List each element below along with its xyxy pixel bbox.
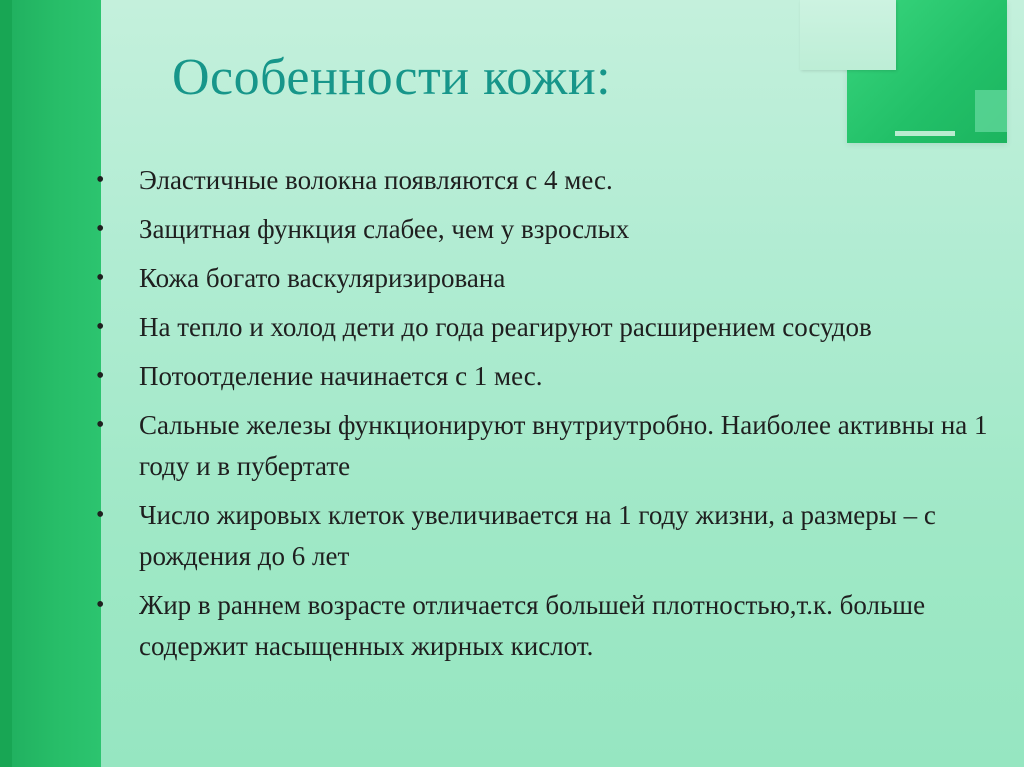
bullet-text: Эластичные волокна появляются с 4 мес. [139,165,613,195]
list-item [96,585,1001,667]
list-item [96,405,1001,487]
bullet-list [96,160,1001,675]
bullet-text: Кожа богато васкуляризирована [139,263,506,293]
left-accent-bar [0,0,101,767]
bullet-text: Потоотделение начинается с 1 мес. [139,361,543,391]
bullet-dot-icon: • [96,502,105,528]
list-item [96,258,1001,299]
bullet-dot-icon: • [96,167,105,193]
slide-title: Особенности кожи: [172,49,612,106]
decoration-small-square [975,90,1007,132]
list-item [96,495,1001,577]
bullet-text: Сальные железы функционируют внутриутробно. Наиболее активны на 1 году и в пубертате [139,410,988,481]
bullet-text: Жир в раннем возрасте отличается большей плотностью,т.к. больше содержит насыщенных жирных кислот. [139,590,926,661]
list-item [96,209,1001,250]
bullet-dot-icon: • [96,216,105,242]
list-item [96,307,1001,348]
bullet-dot-icon: • [96,363,105,389]
bullet-dot-icon: • [96,592,105,618]
bullet-text: Число жировых клеток увеличивается на 1 году жизни, а размеры – с рождения до 6 лет [139,500,936,571]
list-item [96,356,1001,397]
decoration-line [895,131,955,136]
corner-decoration [800,0,1024,150]
left-accent-edge [0,0,12,767]
list-item [96,160,1001,201]
decoration-pale-square [800,0,896,70]
bullet-dot-icon: • [96,265,105,291]
bullet-text: Защитная функция слабее, чем у взрослых [139,214,630,244]
bullet-dot-icon: • [96,314,105,340]
bullet-text: На тепло и холод дети до года реагируют расширением сосудов [139,312,872,342]
bullet-dot-icon: • [96,412,105,438]
